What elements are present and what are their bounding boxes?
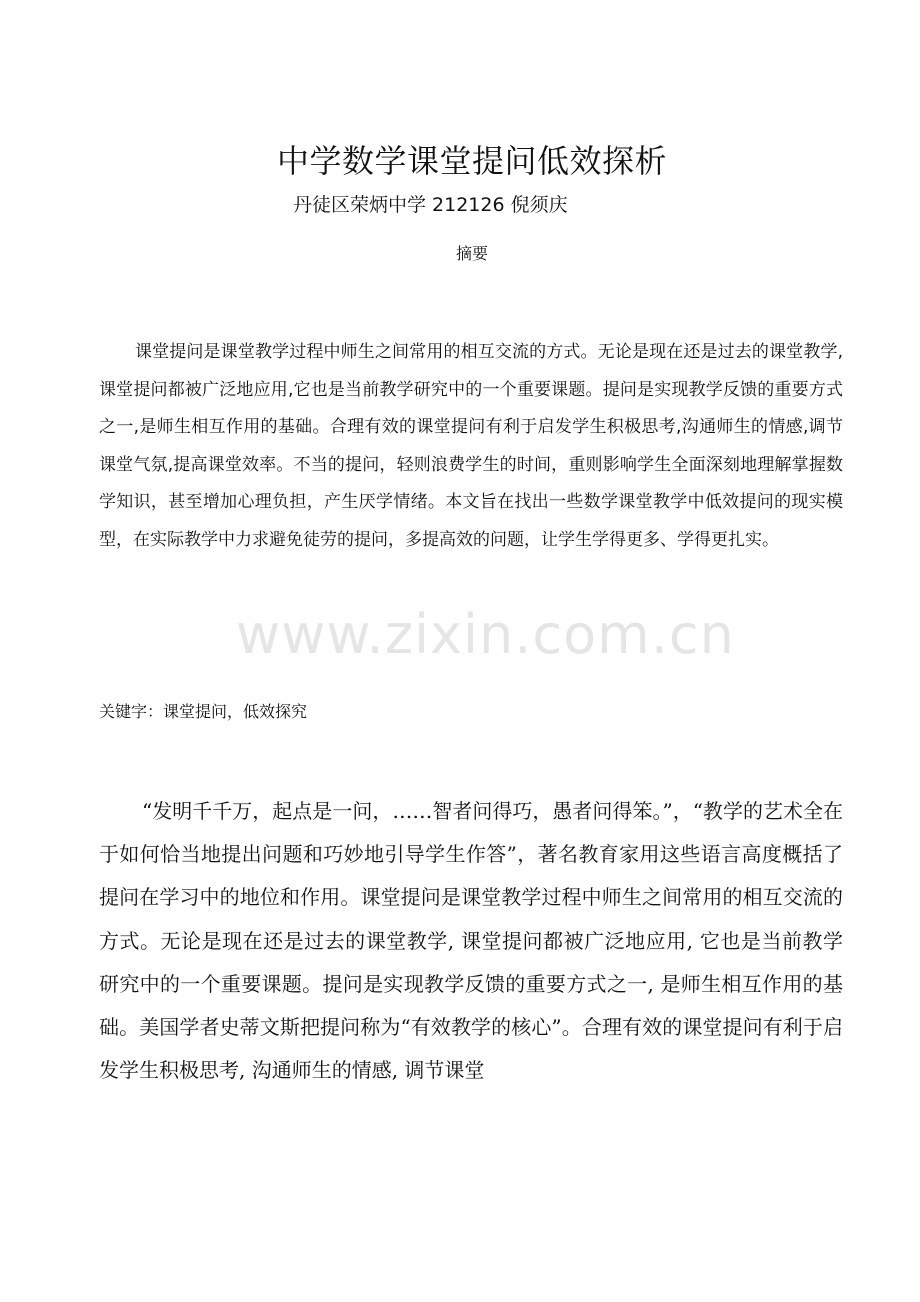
watermark: www.zixin.com.cn	[236, 603, 735, 666]
body-paragraph: “发明千千万，起点是一问，……智者问得巧，愚者问得笨。”，“教学的艺术全在于如何恰当地提出问题和巧妙地引导学生作答”，著名教育家用这些语言高度概括了提问在学习中的地位和作用。课堂提问是课堂教学过程中师生之间常用的相互交流的方式。无论是现在还是过去的课堂教学, 课堂提问都被广泛地应用, 它也是当前教学研究中的一个重要课题。提问是实现教学反馈的重要方式之一, 是师生相互作用的基础。美国学者史蒂文斯把提问称为“有效教学的核心”。合理有效的课堂提问有利于启发学生积极思考, 沟通师生的情感, 调节课堂	[99, 799, 843, 1083]
keywords-line: 关键字：课堂提问，低效探究	[99, 702, 308, 721]
author-line: 丹徒区荣炳中学 212126 倪须庆	[293, 194, 568, 216]
abstract-heading: 摘要	[455, 244, 488, 263]
document-title: 中学数学课堂提问低效探析	[276, 142, 667, 180]
abstract-paragraph: 课堂提问是课堂教学过程中师生之间常用的相互交流的方式。无论是现在还是过去的课堂教学,课堂提问都被广泛地应用,它也是当前教学研究中的一个重要课题。提问是实现教学反馈的重要方式之一,是师生相互作用的基础。合理有效的课堂提问有利于启发学生积极思考,沟通师生的情感,调节课堂气氛,提高课堂效率。不当的提问，轻则浪费学生的时间，重则影响学生全面深刻地理解掌握数学知识，甚至增加心理负担，产生厌学情绪。本文旨在找出一些数学课堂教学中低效提问的现实模型，在实际教学中力求避免徒劳的提问，多提高效的问题，让学生学得更多、学得更扎实。	[99, 342, 843, 550]
